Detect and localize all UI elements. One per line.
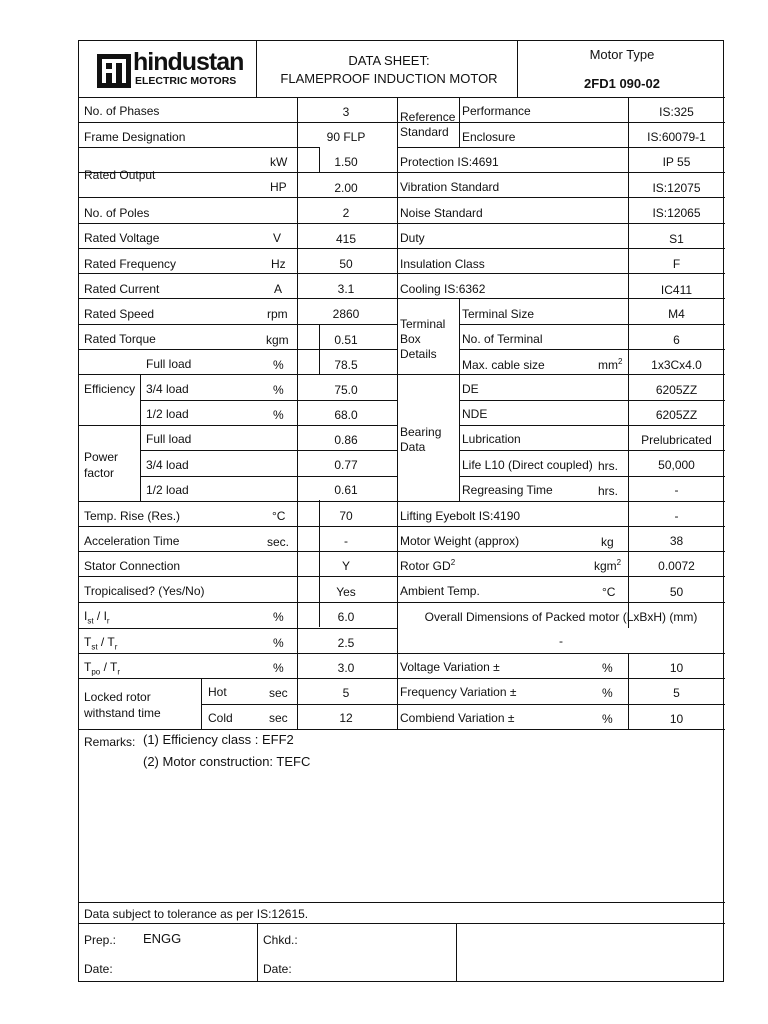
combined-variation-unit: % <box>602 712 613 726</box>
ir-sub: r <box>106 616 110 626</box>
grid-line-h <box>140 400 397 401</box>
grid-line-h <box>79 628 397 629</box>
stator-value: Y <box>341 559 350 573</box>
bearing-de-value: 6205ZZ <box>655 383 698 397</box>
grid-line-v <box>140 374 141 501</box>
motor-type-value: 2FD1 090-02 <box>584 76 660 91</box>
voltage-unit: V <box>273 231 282 245</box>
grid-line-v <box>628 97 629 628</box>
efficiency-34-unit: % <box>273 383 284 397</box>
tpo-tr-sub: r <box>117 667 121 677</box>
logo-subtext: ELECTRIC MOTORS <box>135 75 237 87</box>
terminal-size-label: Terminal Size <box>462 307 535 321</box>
ist-sep: / I <box>93 609 107 623</box>
tpo-sep: / T <box>100 660 118 674</box>
pf-12-value: 0.61 <box>334 483 358 497</box>
chkd-date-label: Date: <box>263 962 292 976</box>
efficiency-full-unit: % <box>273 358 284 372</box>
locked-rotor-hot-unit: sec <box>269 686 288 700</box>
ist-value: 6.0 <box>337 610 355 624</box>
voltage-variation-value: 10 <box>669 661 684 675</box>
rated-output-hp-value: 2.00 <box>334 181 358 195</box>
sheet-title-line2: FLAMEPROOF INDUCTION MOTOR <box>280 71 498 86</box>
rated-output-kw-value: 1.50 <box>334 155 358 169</box>
grid-line-h <box>79 923 725 924</box>
current-label: Rated Current <box>84 282 160 296</box>
frequency-label: Rated Frequency <box>84 257 177 271</box>
grid-line-h <box>79 729 725 730</box>
terminal-count-value: 6 <box>673 333 680 347</box>
locked-rotor-hot-label: Hot <box>208 685 227 699</box>
remarks-label: Remarks: <box>84 735 136 749</box>
insulation-value: F <box>672 257 681 271</box>
noise-label: Noise Standard <box>400 206 483 220</box>
speed-unit: rpm <box>267 307 288 321</box>
grid-line-h <box>459 349 725 350</box>
tpo-sub: po <box>91 667 101 677</box>
grid-line-h <box>459 476 725 477</box>
regreasing-label: Regreasing Time <box>462 483 553 497</box>
ambient-value: 50 <box>669 585 684 599</box>
rated-output-kw-unit: kW <box>270 155 288 169</box>
efficiency-12-load: 1/2 load <box>146 407 189 421</box>
grid-line-v <box>257 923 258 981</box>
bearing-nde-value: 6205ZZ <box>655 408 698 422</box>
pf-full-load: Full load <box>146 432 192 446</box>
protection-value: IP 55 <box>662 155 691 169</box>
efficiency-34-value: 75.0 <box>334 383 358 397</box>
locked-rotor-cold-label: Cold <box>208 711 233 725</box>
terminal-box-label-line1: Terminal <box>400 317 446 331</box>
grid-line-v <box>319 147 320 172</box>
prep-label: Prep.: <box>84 933 117 947</box>
ist-unit: % <box>273 610 284 624</box>
enclosure-label: Enclosure <box>462 130 516 144</box>
cooling-value: IC411 <box>660 283 693 297</box>
terminal-size-value: M4 <box>668 307 685 321</box>
combined-variation-label: Combiend Variation ± <box>400 711 515 725</box>
bearing-label-line2: Data <box>400 440 426 454</box>
rotor-gd-unit <box>594 559 621 573</box>
speed-value: 2860 <box>332 307 360 321</box>
insulation-label: Insulation Class <box>400 257 485 271</box>
rated-output-label: Rated Output <box>84 168 156 182</box>
data-sheet <box>78 40 724 982</box>
tst-main: T <box>84 635 92 649</box>
terminal-box-label-line3: Details <box>400 347 437 361</box>
remarks-line-2: (2) Motor construction: TEFC <box>143 754 311 769</box>
locked-rotor-cold-unit: sec <box>269 711 288 725</box>
grid-line-h <box>459 450 725 451</box>
bearing-life-unit: hrs. <box>598 459 619 473</box>
grid-line-v <box>319 500 320 627</box>
prep-date-label: Date: <box>84 962 113 976</box>
dimensions-label: Overall Dimensions of Packed motor (LxBxH) (mm) <box>424 610 698 624</box>
frame-value: 90 FLP <box>326 130 366 144</box>
protection-label: Protection IS:4691 <box>400 155 499 169</box>
rotor-gd-unit-sup: 2 <box>616 558 622 567</box>
efficiency-34-load: 3/4 load <box>146 382 189 396</box>
remarks-line-1: (1) Efficiency class : EFF2 <box>143 732 294 747</box>
frequency-value: 50 <box>339 257 353 271</box>
torque-unit: kgm <box>266 333 289 347</box>
temp-rise-unit: °C <box>272 509 286 523</box>
grid-line-h <box>140 476 397 477</box>
performance-value: IS:325 <box>659 105 694 119</box>
tpo-value: 3.0 <box>337 661 355 675</box>
poles-label: No. of Poles <box>84 206 150 220</box>
motor-type-label: Motor Type <box>589 47 655 62</box>
terminal-box-label-line2: Box <box>400 332 421 346</box>
grid-line-v <box>256 41 257 97</box>
voltage-variation-label: Voltage Variation ± <box>400 660 500 674</box>
tst-sub: st <box>91 642 98 652</box>
pf-full-value: 0.86 <box>334 433 358 447</box>
efficiency-12-unit: % <box>273 408 284 422</box>
grid-line-h <box>79 374 397 375</box>
combined-variation-value: 10 <box>669 712 684 726</box>
tropicalised-value: Yes <box>336 585 356 599</box>
grid-line-h <box>201 704 397 705</box>
rated-output-hp-unit: HP <box>270 180 287 194</box>
rotor-gd-unit-text: kgm <box>594 559 617 573</box>
reference-standard-label-line2: Standard <box>400 125 449 139</box>
frequency-variation-label: Frequency Variation ± <box>400 685 517 699</box>
temp-rise-value: 70 <box>339 509 353 523</box>
grid-line-v <box>297 97 298 526</box>
regreasing-value: - <box>674 483 679 497</box>
grid-line-h <box>459 425 725 426</box>
tst-sep: / T <box>97 635 115 649</box>
grid-line-v <box>456 923 457 981</box>
stator-label: Stator Connection <box>84 559 181 573</box>
locked-rotor-cold-value: 12 <box>339 711 353 725</box>
eyebolt-label: Lifting Eyebolt IS:4190 <box>400 509 521 523</box>
company-logo <box>97 48 249 89</box>
acceleration-unit: sec. <box>267 535 290 549</box>
rotor-gd-value: 0.0072 <box>658 559 695 573</box>
tropicalised-label: Tropicalised? (Yes/No) <box>84 584 205 598</box>
cable-size-value: 1x3Cx4.0 <box>651 358 702 372</box>
frequency-unit: Hz <box>271 257 286 271</box>
grid-line-h <box>79 324 397 325</box>
grid-line-v <box>397 628 398 729</box>
logo-mark-icon <box>97 54 131 88</box>
duty-value: S1 <box>669 232 684 246</box>
cable-unit-text: mm <box>598 358 618 372</box>
prep-value: ENGG <box>143 931 182 946</box>
current-value: 3.1 <box>337 282 355 296</box>
ist-sub: st <box>87 616 94 626</box>
grid-line-v <box>297 526 298 729</box>
tst-unit: % <box>273 636 284 650</box>
grid-line-h <box>397 374 725 375</box>
pf-34-value: 0.77 <box>334 458 358 472</box>
tst-value: 2.5 <box>337 636 355 650</box>
ist-ir-label <box>84 609 110 626</box>
grid-line-v <box>459 97 460 147</box>
phases-label: No. of Phases <box>84 104 160 118</box>
current-unit: A <box>274 282 283 296</box>
cable-unit-sup: 2 <box>618 357 623 366</box>
grid-line-h <box>79 147 319 148</box>
lubrication-label: Lubrication <box>462 432 521 446</box>
chkd-label: Chkd.: <box>263 933 298 947</box>
acceleration-value: - <box>344 534 348 548</box>
voltage-label: Rated Voltage <box>84 231 160 245</box>
ist-main: I <box>84 609 88 623</box>
grid-line-h <box>79 349 397 350</box>
tolerance-note: Data subject to tolerance as per IS:12615. <box>84 907 309 921</box>
locked-rotor-label-line2: withstand time <box>84 706 161 720</box>
rotor-gd-sup: 2 <box>450 558 456 567</box>
frequency-variation-value: 5 <box>673 686 680 700</box>
grid-line-v <box>319 324 320 374</box>
grid-line-v <box>397 97 398 628</box>
grid-line-h <box>459 324 725 325</box>
performance-label: Performance <box>462 104 531 118</box>
grid-line-v <box>459 298 460 501</box>
grid-line-h <box>397 704 725 705</box>
efficiency-label: Efficiency <box>84 382 136 396</box>
voltage-value: 415 <box>335 232 357 246</box>
eyebolt-value: - <box>674 509 679 523</box>
weight-label: Motor Weight (approx) <box>400 534 520 548</box>
torque-label: Rated Torque <box>84 332 156 346</box>
rotor-gd-label <box>400 559 455 573</box>
acceleration-label: Acceleration Time <box>84 534 180 548</box>
grid-line-v <box>201 678 202 729</box>
vibration-label: Vibration Standard <box>400 180 500 194</box>
cable-size-label: Max. cable size <box>462 358 545 372</box>
tpo-main: T <box>84 660 92 674</box>
rotor-gd-text: Rotor GD <box>400 559 451 573</box>
tr-sub: r <box>114 642 118 652</box>
grid-line-h <box>459 400 725 401</box>
grid-line-h <box>79 425 397 426</box>
voltage-variation-unit: % <box>602 661 613 675</box>
power-factor-label-line2: factor <box>84 466 115 480</box>
frame-label: Frame Designation <box>84 130 186 144</box>
power-factor-label-line1: Power <box>84 450 119 464</box>
logo-text: hindustan <box>133 48 244 76</box>
bearing-nde-label: NDE <box>462 407 488 421</box>
regreasing-unit: hrs. <box>598 484 619 498</box>
duty-label: Duty <box>400 231 425 245</box>
efficiency-full-value: 78.5 <box>334 358 358 372</box>
grid-line-v <box>628 653 629 729</box>
bearing-life-label: Life L10 (Direct coupled) <box>462 458 593 472</box>
bearing-life-value: 50,000 <box>658 458 695 472</box>
grid-line-v <box>517 41 518 97</box>
noise-value: IS:12065 <box>652 206 701 220</box>
efficiency-full-load: Full load <box>146 357 192 371</box>
tst-tr-label <box>84 635 118 652</box>
tpo-unit: % <box>273 661 284 675</box>
bearing-de-label: DE <box>462 382 479 396</box>
dimensions-value: - <box>559 634 563 648</box>
torque-value: 0.51 <box>334 333 358 347</box>
enclosure-value: IS:60079-1 <box>647 130 706 144</box>
locked-rotor-label-line1: Locked rotor <box>84 690 151 704</box>
bearing-label-line1: Bearing <box>400 425 442 439</box>
frequency-variation-unit: % <box>602 686 613 700</box>
reference-standard-label-line1: Reference <box>400 110 456 124</box>
locked-rotor-hot-value: 5 <box>342 686 350 700</box>
grid-line-h <box>397 122 725 123</box>
cooling-label: Cooling IS:6362 <box>400 282 486 296</box>
grid-line-h <box>79 902 725 903</box>
grid-line-h <box>397 147 725 148</box>
cable-size-unit <box>598 358 622 372</box>
lubrication-value: Prelubricated <box>641 433 712 447</box>
weight-value: 38 <box>669 534 684 548</box>
efficiency-12-value: 68.0 <box>334 408 358 422</box>
sheet-title-line1: DATA SHEET: <box>348 53 430 68</box>
temp-rise-label: Temp. Rise (Res.) <box>84 509 181 523</box>
pf-12-load: 1/2 load <box>146 483 189 497</box>
weight-unit: kg <box>601 535 614 549</box>
vibration-value: IS:12075 <box>652 181 701 195</box>
speed-label: Rated Speed <box>84 307 155 321</box>
tpo-tr-label <box>84 660 121 677</box>
pf-34-load: 3/4 load <box>146 458 189 472</box>
ambient-unit: °C <box>602 585 616 599</box>
terminal-count-label: No. of Terminal <box>462 332 543 346</box>
phases-value: 3 <box>342 105 350 119</box>
grid-line-h <box>140 450 397 451</box>
poles-value: 2 <box>342 206 350 220</box>
ambient-label: Ambient Temp. <box>400 584 480 598</box>
